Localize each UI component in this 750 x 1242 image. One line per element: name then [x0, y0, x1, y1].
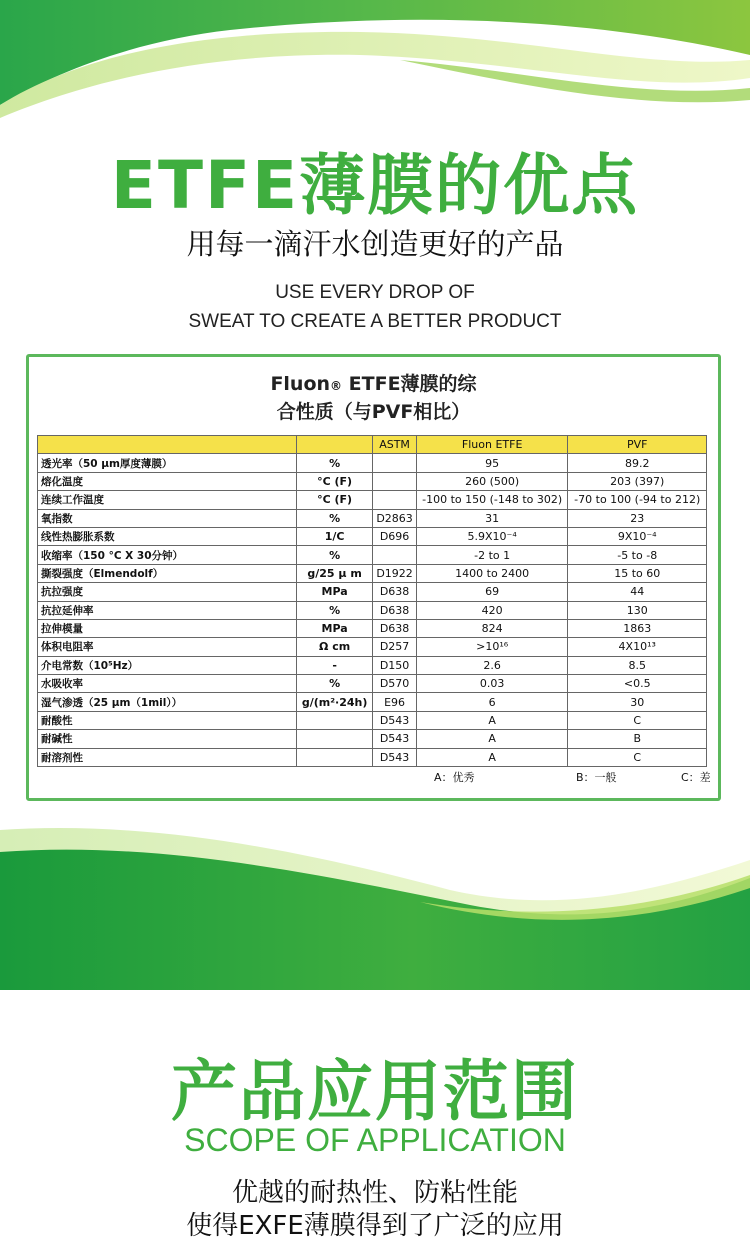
header-unit — [296, 436, 372, 454]
legend-b: B：一般 — [576, 771, 617, 784]
table-heading-line2: 合性质（与PVF相比） — [276, 401, 471, 423]
registered-mark: ® — [330, 379, 343, 393]
etfe-value-cell: 69 — [416, 583, 568, 601]
pvf-value-cell: 30 — [568, 693, 707, 711]
astm-cell: D638 — [373, 601, 417, 619]
table-row — [38, 454, 707, 472]
unit-cell: g/(m²·24h) — [296, 693, 372, 711]
property-cell: 收缩率（150 °C X 30分钟） — [38, 546, 297, 564]
table-body — [38, 454, 707, 767]
astm-cell: D570 — [373, 675, 417, 693]
middle-wave-banner — [0, 820, 750, 990]
property-cell: 连续工作温度 — [38, 491, 297, 509]
property-cell: 耐溶剂性 — [38, 748, 297, 766]
property-cell: 介电常数（10⁵Hz） — [38, 656, 297, 674]
section-title-application: 产品应用范围 — [171, 1053, 579, 1130]
heading-rest: ETFE薄膜的综 — [342, 373, 477, 395]
etfe-value-cell: -2 to 1 — [416, 546, 568, 564]
astm-cell: D1922 — [373, 564, 417, 582]
unit-cell — [296, 730, 372, 748]
property-cell: 湿气渗透（25 μm（1mil）） — [38, 693, 297, 711]
etfe-value-cell: 31 — [416, 509, 568, 527]
table-row — [38, 730, 707, 748]
table-row — [38, 711, 707, 729]
header-astm: ASTM — [373, 436, 417, 454]
unit-cell: % — [296, 546, 372, 564]
astm-cell: D638 — [373, 619, 417, 637]
pvf-value-cell: 130 — [568, 601, 707, 619]
english-slogan-line1: USE EVERY DROP OF — [275, 282, 475, 303]
etfe-value-cell: A — [416, 711, 568, 729]
property-cell: 水吸收率 — [38, 675, 297, 693]
table-row — [38, 491, 707, 509]
legend-c: C：差 — [681, 771, 711, 784]
pvf-value-cell: 203 (397) — [568, 472, 707, 490]
etfe-value-cell: 824 — [416, 619, 568, 637]
astm-cell — [373, 472, 417, 490]
table-row — [38, 527, 707, 545]
header-etfe: Fluon ETFE — [416, 436, 568, 454]
pvf-value-cell: 89.2 — [568, 454, 707, 472]
table-heading — [29, 371, 718, 425]
astm-cell — [373, 546, 417, 564]
table-row — [38, 546, 707, 564]
pvf-value-cell: 8.5 — [568, 656, 707, 674]
legend-a: A：优秀 — [434, 771, 475, 784]
etfe-value-cell: 1400 to 2400 — [416, 564, 568, 582]
etfe-value-cell: A — [416, 730, 568, 748]
unit-cell: 1/C — [296, 527, 372, 545]
pvf-value-cell: C — [568, 748, 707, 766]
property-cell: 线性热膨胀系数 — [38, 527, 297, 545]
astm-cell: D2863 — [373, 509, 417, 527]
english-slogan — [0, 278, 750, 336]
brand-name: Fluon — [270, 373, 331, 395]
property-cell: 抗拉延伸率 — [38, 601, 297, 619]
table-legend — [29, 769, 718, 787]
pvf-value-cell: 23 — [568, 509, 707, 527]
astm-cell: D696 — [373, 527, 417, 545]
pvf-value-cell: C — [568, 711, 707, 729]
header-property — [38, 436, 297, 454]
etfe-value-cell: 0.03 — [416, 675, 568, 693]
property-cell: 透光率（50 μm厚度薄膜） — [38, 454, 297, 472]
section-desc-line2: 使得EXFE薄膜得到了广泛的应用 — [186, 1211, 564, 1241]
pvf-value-cell: 9X10⁻⁴ — [568, 527, 707, 545]
etfe-value-cell: -100 to 150 (-148 to 302) — [416, 491, 568, 509]
etfe-value-cell: 260 (500) — [416, 472, 568, 490]
astm-cell: D543 — [373, 748, 417, 766]
pvf-value-cell: 44 — [568, 583, 707, 601]
etfe-value-cell: >10¹⁶ — [416, 638, 568, 656]
unit-cell: % — [296, 601, 372, 619]
properties-table — [37, 435, 707, 767]
table-row — [38, 601, 707, 619]
astm-cell — [373, 491, 417, 509]
astm-cell — [373, 454, 417, 472]
etfe-value-cell: 95 — [416, 454, 568, 472]
page-subtitle: 用每一滴汗水创造更好的产品 — [186, 227, 564, 261]
unit-cell: % — [296, 675, 372, 693]
table-row — [38, 619, 707, 637]
table-row — [38, 675, 707, 693]
property-cell: 耐酸性 — [38, 711, 297, 729]
pvf-value-cell: 4X10¹³ — [568, 638, 707, 656]
etfe-value-cell: 6 — [416, 693, 568, 711]
table-row — [38, 509, 707, 527]
pvf-value-cell: B — [568, 730, 707, 748]
astm-cell: E96 — [373, 693, 417, 711]
etfe-value-cell: A — [416, 748, 568, 766]
unit-cell: % — [296, 454, 372, 472]
table-heading-line1 — [29, 371, 718, 399]
property-cell: 体积电阻率 — [38, 638, 297, 656]
table-header-row — [38, 436, 707, 454]
property-cell: 熔化温度 — [38, 472, 297, 490]
pvf-value-cell: -70 to 100 (-94 to 212) — [568, 491, 707, 509]
unit-cell: °C (F) — [296, 472, 372, 490]
unit-cell: MPa — [296, 619, 372, 637]
table-row — [38, 748, 707, 766]
properties-table-frame — [26, 354, 721, 801]
section-desc-line1: 优越的耐热性、防粘性能 — [231, 1178, 518, 1208]
unit-cell: - — [296, 656, 372, 674]
pvf-value-cell: -5 to -8 — [568, 546, 707, 564]
english-slogan-line2: SWEAT TO CREATE A BETTER PRODUCT — [188, 311, 562, 332]
table-row — [38, 472, 707, 490]
unit-cell: °C (F) — [296, 491, 372, 509]
table-row — [38, 656, 707, 674]
etfe-value-cell: 5.9X10⁻⁴ — [416, 527, 568, 545]
property-cell: 撕裂强度（Elmendolf） — [38, 564, 297, 582]
header-pvf: PVF — [568, 436, 707, 454]
pvf-value-cell: 15 to 60 — [568, 564, 707, 582]
unit-cell — [296, 711, 372, 729]
unit-cell: % — [296, 509, 372, 527]
property-cell: 拉伸模量 — [38, 619, 297, 637]
astm-cell: D150 — [373, 656, 417, 674]
property-cell: 抗拉强度 — [38, 583, 297, 601]
property-cell: 耐碱性 — [38, 730, 297, 748]
section-english-title: SCOPE OF APPLICATION — [184, 1122, 566, 1158]
table-row — [38, 638, 707, 656]
pvf-value-cell: <0.5 — [568, 675, 707, 693]
pvf-value-cell: 1863 — [568, 619, 707, 637]
table-row — [38, 693, 707, 711]
astm-cell: D543 — [373, 711, 417, 729]
table-row — [38, 564, 707, 582]
unit-cell: MPa — [296, 583, 372, 601]
table-row — [38, 583, 707, 601]
unit-cell: Ω cm — [296, 638, 372, 656]
unit-cell — [296, 748, 372, 766]
etfe-value-cell: 420 — [416, 601, 568, 619]
astm-cell: D638 — [373, 583, 417, 601]
astm-cell: D257 — [373, 638, 417, 656]
unit-cell: g/25 μ m — [296, 564, 372, 582]
page-title: ETFE薄膜的优点 — [110, 147, 640, 224]
property-cell: 氧指数 — [38, 509, 297, 527]
astm-cell: D543 — [373, 730, 417, 748]
etfe-value-cell: 2.6 — [416, 656, 568, 674]
top-wave-banner — [0, 0, 750, 130]
